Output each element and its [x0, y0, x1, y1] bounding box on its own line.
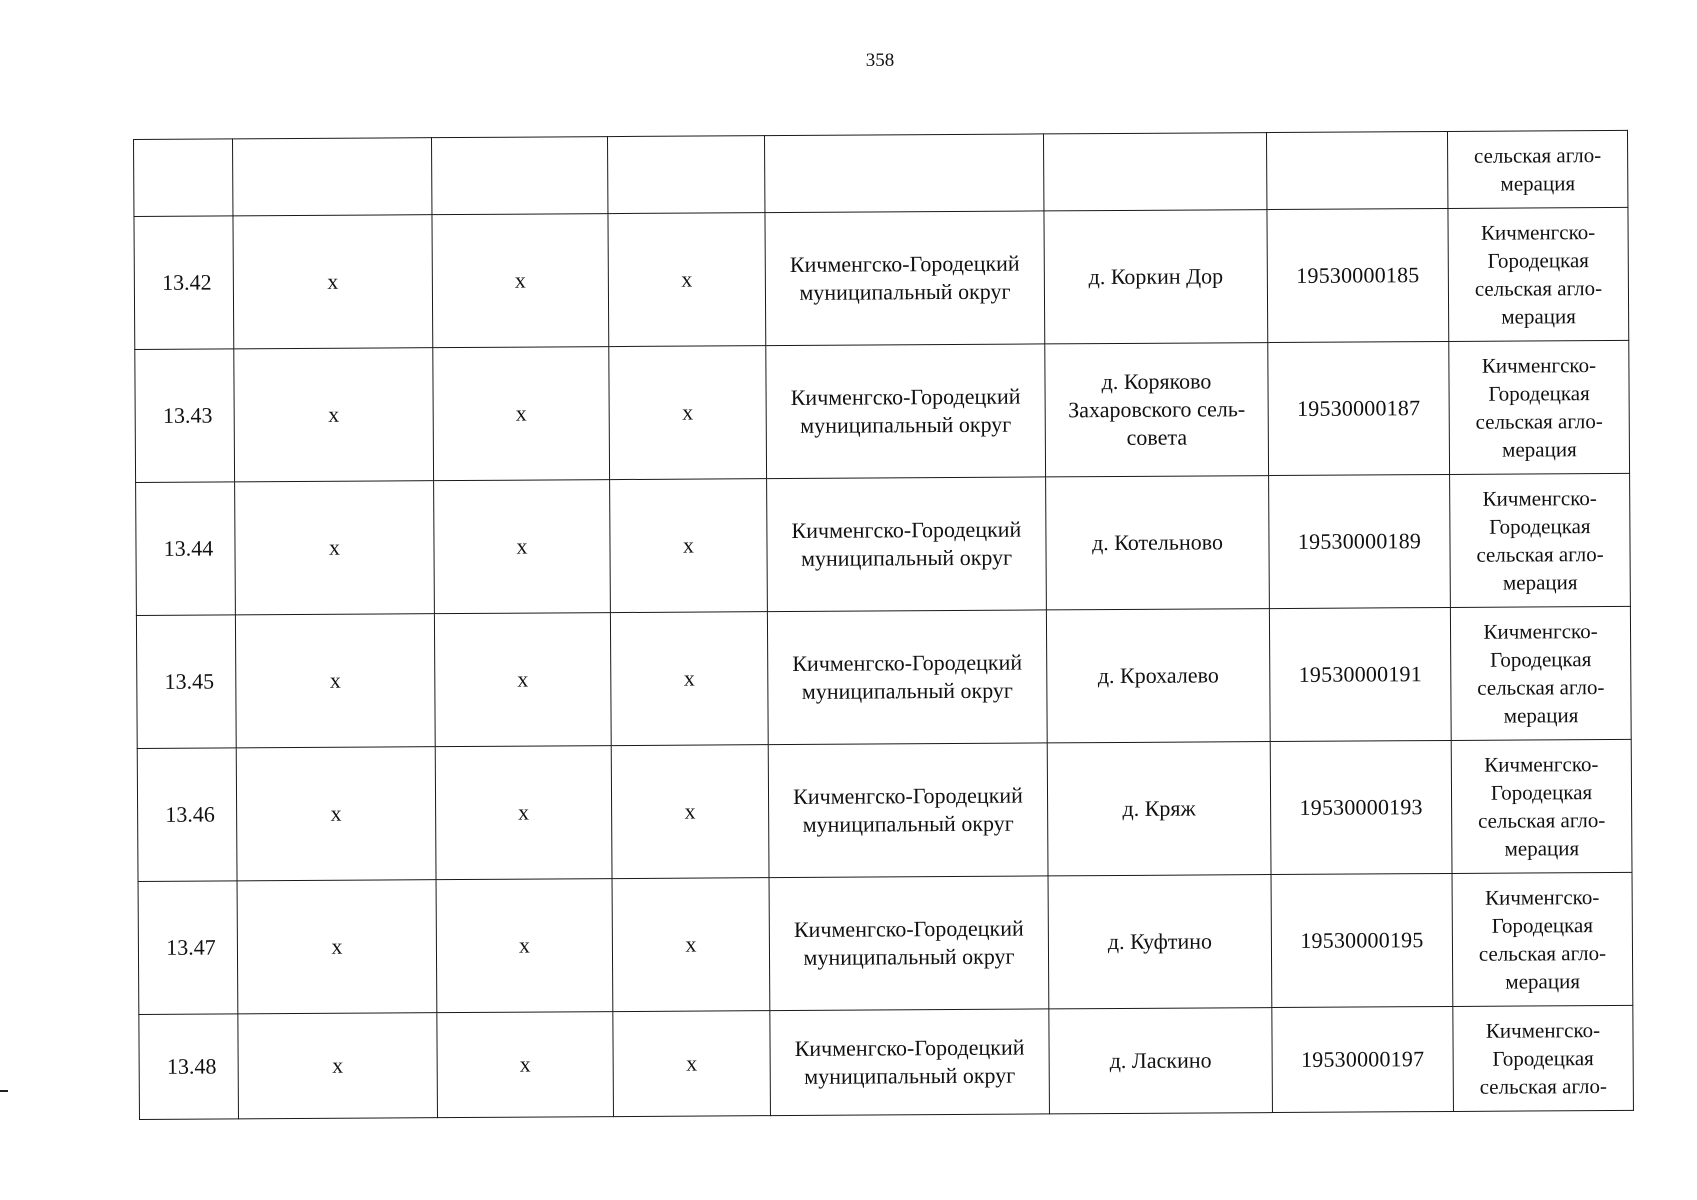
x-mark: х — [436, 879, 613, 1013]
margin-mark — [0, 1090, 8, 1092]
agglomeration-cell: Кичменгско-Городецкая сельская агло-мерация — [1452, 872, 1633, 1006]
table-row — [135, 340, 1630, 482]
row-number: 13.44 — [136, 482, 236, 616]
empty-cell — [1043, 133, 1266, 211]
code-cell: 19530000191 — [1269, 607, 1451, 741]
empty-cell — [134, 139, 233, 217]
continued-row — [134, 130, 1628, 216]
table-row — [134, 207, 1629, 349]
x-mark: х — [235, 614, 435, 748]
x-mark: х — [612, 878, 770, 1012]
x-mark: х — [234, 348, 434, 482]
district-cell: Кичменгско-Городецкий муниципальный округ — [770, 1009, 1050, 1116]
settlements-table — [133, 130, 1634, 1120]
code-cell: 19530000193 — [1270, 740, 1452, 874]
settlement-cell: д. Ласкино — [1049, 1008, 1273, 1114]
table-row — [139, 1005, 1634, 1119]
row-number: 13.42 — [134, 216, 234, 350]
district-cell: Кичменгско-Городецкий муниципальный округ — [765, 211, 1045, 346]
x-mark: х — [235, 481, 435, 615]
table-row — [138, 872, 1633, 1014]
page-number: 358 — [865, 50, 895, 71]
x-mark: х — [435, 746, 612, 880]
x-mark: х — [433, 347, 610, 481]
agglomeration-cell: сельская агло-мерация — [1447, 130, 1627, 208]
agglomeration-cell: Кичменгско-Городецкая сельская агло- — [1453, 1005, 1634, 1111]
district-cell: Кичменгско-Городецкий муниципальный округ — [767, 477, 1047, 612]
x-mark: х — [610, 612, 768, 746]
code-cell: 19530000187 — [1268, 341, 1450, 475]
x-mark: х — [610, 479, 768, 613]
code-cell: 19530000197 — [1272, 1006, 1454, 1112]
table-row — [136, 473, 1631, 615]
x-mark: х — [437, 1012, 614, 1118]
empty-cell — [607, 136, 764, 214]
row-number: 13.43 — [135, 349, 235, 483]
row-number: 13.48 — [139, 1014, 239, 1120]
x-mark: х — [611, 745, 769, 879]
settlement-cell: д. Котельново — [1046, 476, 1270, 610]
code-cell: 19530000185 — [1267, 208, 1449, 342]
row-number: 13.47 — [138, 881, 238, 1015]
district-cell: Кичменгско-Городецкий муниципальный округ — [769, 876, 1049, 1011]
district-cell: Кичменгско-Городецкий муниципальный округ — [766, 344, 1046, 479]
x-mark: х — [432, 214, 609, 348]
empty-cell — [233, 138, 432, 216]
row-number: 13.45 — [136, 615, 236, 749]
settlement-cell: д. Кряж — [1047, 742, 1271, 876]
x-mark: х — [238, 1013, 438, 1119]
district-cell: Кичменгско-Городецкий муниципальный округ — [767, 610, 1047, 745]
settlement-cell: д. Куфтино — [1048, 875, 1272, 1009]
empty-cell — [764, 134, 1043, 213]
settlement-cell: д. Крохалево — [1046, 609, 1270, 743]
code-cell: 19530000189 — [1269, 474, 1451, 608]
district-cell: Кичменгско-Городецкий муниципальный округ — [768, 743, 1048, 878]
x-mark: х — [609, 346, 767, 480]
code-cell: 19530000195 — [1271, 873, 1453, 1007]
agglomeration-cell: Кичменгско-Городецкая сельская агло-мерация — [1451, 739, 1632, 873]
table-row — [137, 739, 1632, 881]
x-mark: х — [236, 747, 436, 881]
agglomeration-cell: Кичменгско-Городецкая сельская агло-мерация — [1448, 207, 1629, 341]
x-mark: х — [434, 480, 611, 614]
x-mark: х — [237, 880, 437, 1014]
x-mark: х — [608, 213, 766, 347]
row-number: 13.46 — [137, 748, 237, 882]
agglomeration-cell: Кичменгско-Городецкая сельская агло-мерация — [1449, 340, 1630, 474]
agglomeration-cell: Кичменгско-Городецкая сельская агло-мерация — [1450, 473, 1631, 607]
table-row — [136, 606, 1631, 748]
settlement-cell: д. Коряково Захаровского сель-совета — [1045, 343, 1269, 477]
x-mark: х — [613, 1011, 771, 1117]
empty-cell — [1266, 131, 1447, 209]
agglomeration-cell: Кичменгско-Городецкая сельская агло-мерация — [1450, 606, 1631, 740]
x-mark: х — [233, 215, 433, 349]
settlement-cell: д. Коркин Дор — [1044, 210, 1268, 344]
empty-cell — [431, 137, 607, 215]
x-mark: х — [434, 613, 611, 747]
